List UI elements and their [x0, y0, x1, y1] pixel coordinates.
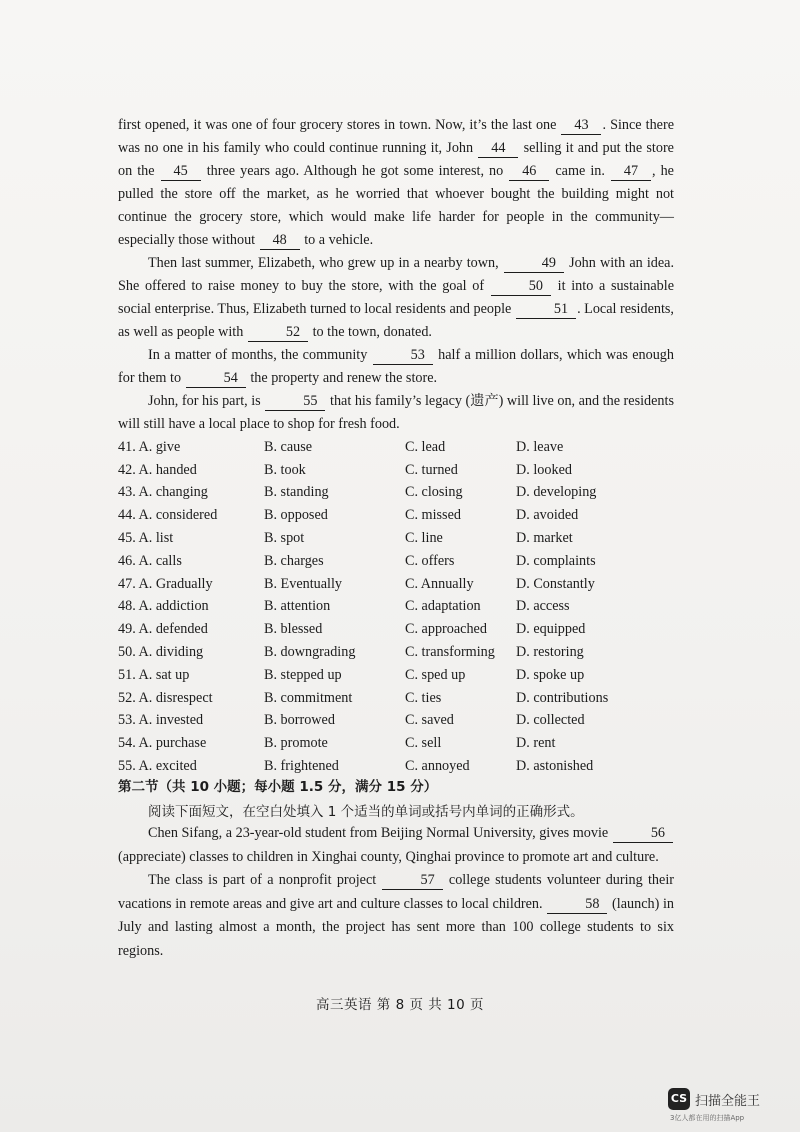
- text-segment: college students volunteer during their vacations in remote areas and give art and culture classes to local children.: [118, 872, 674, 912]
- option-b: B. borrowed: [264, 712, 335, 729]
- option-row: [118, 732, 678, 755]
- text-segment: three years ago. Although he got some interest, no: [201, 163, 509, 179]
- option-b: B. spot: [264, 530, 305, 547]
- option-c: C. Annually: [405, 575, 474, 592]
- blank-46: 46: [509, 163, 549, 181]
- option-row: [118, 459, 678, 482]
- option-c: C. annoyed: [405, 758, 470, 775]
- option-a: 50. A. dividing: [118, 644, 204, 661]
- watermark-app-name: 扫描全能王: [695, 1094, 761, 1109]
- watermark-tagline: 3亿人都在用的扫描App: [670, 1114, 745, 1122]
- option-b: B. opposed: [264, 507, 328, 524]
- blank-56: 56: [613, 825, 673, 843]
- text-segment: The class is part of a nonprofit project: [148, 872, 382, 888]
- option-a: 41. A. give: [118, 438, 181, 455]
- option-a: 49. A. defended: [118, 621, 208, 638]
- option-row: [118, 482, 678, 505]
- option-b: B. blessed: [264, 621, 323, 638]
- option-a: 44. A. considered: [118, 507, 218, 524]
- option-a: 53. A. invested: [118, 712, 204, 729]
- option-row: [118, 550, 678, 573]
- option-c: C. missed: [405, 507, 461, 524]
- text-segment: Then last summer, Elizabeth, who grew up in a nearby town,: [148, 255, 503, 271]
- option-d: D. developing: [516, 484, 597, 501]
- option-d: D. complaints: [516, 552, 596, 569]
- option-row: [118, 618, 678, 641]
- option-a: 47. A. Gradually: [118, 575, 213, 592]
- option-a: 45. A. list: [118, 530, 174, 547]
- option-d: D. restoring: [516, 644, 584, 661]
- option-row: [118, 436, 678, 459]
- blank-57: 57: [382, 872, 442, 890]
- option-b: B. charges: [264, 552, 324, 569]
- text-segment: to a vehicle.: [300, 232, 374, 248]
- camscanner-logo-icon: CS: [668, 1088, 690, 1110]
- option-d: D. access: [516, 598, 570, 615]
- cloze-paragraph-2: [118, 252, 674, 344]
- section-heading: 第二节（共 10 小题；每小题 1.5 分，满分 15 分）: [118, 779, 438, 795]
- text-segment: , he pulled the store off the market, as he worried that whoever bought the building might not continue the grocery store, which would make life harder for people in the community—especially those without: [118, 163, 674, 248]
- grammar-paragraph-1: [118, 822, 674, 869]
- option-c: C. adaptation: [405, 598, 481, 615]
- option-b: B. standing: [264, 484, 329, 501]
- option-row: [118, 504, 678, 527]
- text-segment: that his family’s legacy (遗产) will live on, and the residents will still have a local place to shop for fresh food.: [118, 393, 674, 432]
- option-row: [118, 596, 678, 619]
- text-segment: Chen Sifang, a 23-year-old student from Beijing Normal University, gives movie: [148, 825, 612, 841]
- option-row: [118, 687, 678, 710]
- option-row: [118, 641, 678, 664]
- option-c: C. sped up: [405, 666, 466, 683]
- option-a: 52. A. disrespect: [118, 689, 213, 706]
- cloze-paragraph-1: [118, 114, 674, 252]
- option-d: D. leave: [516, 438, 564, 455]
- option-c: C. offers: [405, 552, 455, 569]
- option-d: D. equipped: [516, 621, 586, 638]
- option-b: B. stepped up: [264, 666, 342, 683]
- option-c: C. saved: [405, 712, 454, 729]
- text-segment: the property and renew the store.: [246, 370, 438, 386]
- option-c: C. transforming: [405, 644, 495, 661]
- option-a: 55. A. excited: [118, 758, 197, 775]
- option-b: B. took: [264, 461, 306, 478]
- option-d: D. collected: [516, 712, 585, 729]
- option-d: D. looked: [516, 461, 572, 478]
- blank-49: 49: [504, 255, 564, 273]
- text-segment: In a matter of months, the community: [148, 347, 372, 363]
- blank-47: 47: [611, 163, 651, 181]
- text-segment: . Since there was no one in his family who could continue running it, John: [118, 117, 675, 156]
- option-d: D. market: [516, 530, 573, 547]
- text-segment: it into a sustainable social enterprise. Thus, Elizabeth turned to local residents and people: [118, 278, 674, 317]
- option-a: 46. A. calls: [118, 552, 182, 569]
- option-b: B. promote: [264, 735, 328, 752]
- option-d: D. rent: [516, 735, 556, 752]
- blank-54: 54: [186, 370, 246, 388]
- option-d: D. contributions: [516, 689, 609, 706]
- option-d: D. astonished: [516, 758, 594, 775]
- section-instruction: 阅读下面短文，在空白处填入 1 个适当的单词或括号内单词的正确形式。: [148, 804, 584, 820]
- blank-51: 51: [516, 301, 576, 319]
- option-b: B. attention: [264, 598, 331, 615]
- blank-43: 43: [561, 117, 601, 135]
- option-row: [118, 573, 678, 596]
- option-c: C. closing: [405, 484, 463, 501]
- page-footer: 高三英语 第 8 页 共 10 页: [315, 997, 484, 1013]
- blank-45: 45: [161, 163, 201, 181]
- blank-52: 52: [248, 324, 308, 342]
- blank-53: 53: [373, 347, 433, 365]
- cloze-paragraph-4: [118, 390, 674, 436]
- option-b: B. commitment: [264, 689, 353, 706]
- option-b: B. downgrading: [264, 644, 356, 661]
- option-a: 54. A. purchase: [118, 735, 207, 752]
- blank-58: 58: [547, 896, 607, 914]
- option-c: C. turned: [405, 461, 458, 478]
- option-c: C. line: [405, 530, 443, 547]
- blank-55: 55: [265, 393, 325, 411]
- text-segment: selling it and put the store on the: [118, 140, 674, 179]
- option-a: 48. A. addiction: [118, 598, 209, 615]
- grammar-passage: [118, 822, 674, 963]
- option-c: C. sell: [405, 735, 442, 752]
- text-segment: first opened, it was one of four grocery stores in town. Now, it’s the last one: [118, 117, 561, 133]
- option-c: C. ties: [405, 689, 442, 706]
- text-segment: (launch) in July and lasting almost a month, the project has sent more than 100 college students to six regions.: [118, 895, 674, 959]
- option-row: [118, 664, 678, 687]
- text-segment: John with an idea. She offered to raise money to buy the store, with the goal of: [118, 255, 675, 294]
- blank-44: 44: [478, 140, 518, 158]
- cloze-paragraph-3: [118, 344, 674, 390]
- option-a: 43. A. changing: [118, 484, 208, 501]
- grammar-paragraph-2: [118, 869, 674, 963]
- blank-50: 50: [491, 278, 551, 296]
- option-a: 51. A. sat up: [118, 666, 190, 683]
- cloze-passage: [118, 114, 674, 436]
- option-c: C. lead: [405, 438, 446, 455]
- option-b: B. cause: [264, 438, 313, 455]
- option-a: 42. A. handed: [118, 461, 197, 478]
- option-d: D. avoided: [516, 507, 579, 524]
- scanner-watermark: [668, 1088, 788, 1124]
- text-segment: to the town, donated.: [309, 324, 432, 340]
- text-segment: (appreciate) classes to children in Xinghai county, Qinghai province to promote art and culture.: [118, 848, 659, 865]
- option-d: D. spoke up: [516, 666, 585, 683]
- option-row: [118, 710, 678, 733]
- option-d: D. Constantly: [516, 575, 595, 592]
- text-segment: . Local residents, as well as people with: [118, 301, 674, 340]
- text-segment: John, for his part, is: [148, 393, 265, 409]
- option-b: B. Eventually: [264, 575, 343, 592]
- text-segment: half a million dollars, which was enough for them to: [118, 347, 674, 386]
- option-row: [118, 527, 678, 550]
- answer-options: [118, 436, 678, 778]
- option-b: B. frightened: [264, 758, 339, 775]
- blank-48: 48: [260, 232, 300, 250]
- option-c: C. approached: [405, 621, 487, 638]
- text-segment: came in.: [550, 163, 610, 179]
